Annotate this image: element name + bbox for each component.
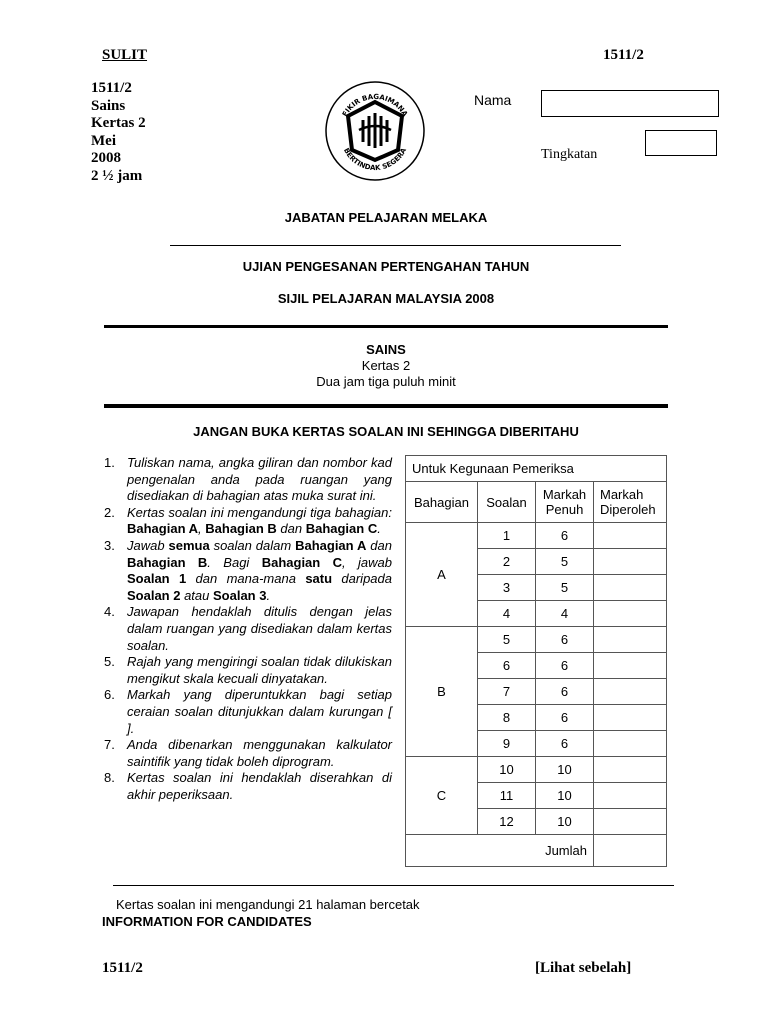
obtained-marks-cell[interactable] [594,653,667,679]
divider-thick [104,325,668,328]
table-row [406,627,667,653]
instruction-number: 7. [104,737,115,753]
instruction-text: Jawapan hendaklah ditulis dengan jelas dalam ruangan yang disediakan dalam kertas soalan. [127,604,392,653]
paper-number: Kertas 2 [361,358,411,373]
instruction-text: Kertas soalan ini mengandungi tiga bahagian: Bahagian A, Bahagian B dan Bahagian C. [127,504,392,537]
question-number: 6 [478,653,536,679]
exam-duration: Dua jam tiga puluh minit [316,374,456,389]
form-level-label: Tingkatan [541,147,598,162]
form-level-field[interactable] [645,130,717,156]
paper-code-bottom: 1511/2 [102,960,143,976]
full-marks: 10 [536,757,594,783]
question-number: 3 [478,575,536,601]
logo-top-text: FIKIR BAGAIMANA [340,92,410,119]
full-marks: 6 [536,627,594,653]
full-marks: 6 [536,523,594,549]
info-subject: Sains [91,97,126,114]
obtained-marks-cell[interactable] [594,809,667,835]
full-marks: 5 [536,549,594,575]
instruction-number: 6. [104,687,115,703]
header-section: Bahagian [406,482,478,523]
total-label: Jumlah [406,835,594,867]
question-number: 9 [478,731,536,757]
info-year: 2008 [91,150,121,167]
instruction-item [104,654,392,687]
full-marks: 6 [536,679,594,705]
info-candidates-heading: INFORMATION FOR CANDIDATES [102,914,312,929]
department-title: JABATAN PELAJARAN MELAKA [284,210,488,225]
obtained-marks-cell[interactable] [594,601,667,627]
full-marks: 10 [536,783,594,809]
divider-thin [113,885,674,886]
table-row [406,523,667,549]
instruction-item [104,455,392,505]
question-number: 7 [478,679,536,705]
obtained-marks-cell[interactable] [594,783,667,809]
table-row [406,757,667,783]
page-count-note: Kertas soalan ini mengandungi 21 halaman bercetak [116,897,420,912]
school-crest-logo [323,80,427,182]
instruction-text: Anda dibenarkan menggunakan kalkulator saintifik yang tidak boleh diprogram. [127,737,392,769]
instruction-text: Jawab semua soalan dalam Bahagian A dan Bahagian B. Bagi Bahagian C, jawab Soalan 1 dan mana-mana satu daripada Soalan 2 atau Soalan 3. [127,537,392,603]
obtained-marks-cell[interactable] [594,705,667,731]
instruction-number: 3. [104,537,115,553]
classification-label: SULIT [102,47,148,63]
instruction-text: Kertas soalan ini hendaklah diserahkan di akhir peperiksaan. [127,770,392,802]
divider-thin [170,245,621,246]
header-full-marks: Markah Penuh [536,482,594,523]
instruction-item [104,737,392,770]
instruction-item [104,538,392,604]
instruction-number: 4. [104,604,115,620]
turn-over-note: [Lihat sebelah] [535,960,632,976]
header-question: Soalan [478,482,536,523]
full-marks: 6 [536,731,594,757]
instruction-item [104,505,392,538]
full-marks: 5 [536,575,594,601]
total-row [406,835,667,867]
instruction-text: Rajah yang mengiringi soalan tidak dilukiskan mengikut skala kecuali dinyatakan. [127,654,392,686]
info-code: 1511/2 [91,80,132,96]
full-marks: 10 [536,809,594,835]
info-duration: 2 ½ jam [91,167,143,184]
question-number: 11 [478,783,536,809]
instruction-text: Markah yang diperuntukkan bagi setiap ceraian soalan ditunjukkan dalam kurungan [ ]. [127,687,392,736]
instruction-number: 1. [104,455,115,470]
full-marks: 4 [536,601,594,627]
section-label: C [406,757,478,835]
obtained-marks-cell[interactable] [594,549,667,575]
info-paper: Kertas 2 [91,115,146,132]
obtained-marks-cell[interactable] [594,523,667,549]
question-number: 8 [478,705,536,731]
obtained-marks-cell[interactable] [594,627,667,653]
name-label: Nama [474,92,512,108]
info-month: Mei [91,132,116,149]
paper-info-block [91,80,146,186]
total-cell[interactable] [594,835,667,867]
obtained-marks-cell[interactable] [594,731,667,757]
question-number: 4 [478,601,536,627]
exam-title: UJIAN PENGESANAN PERTENGAHAN TAHUN [242,259,530,274]
section-label: B [406,627,478,757]
question-number: 1 [478,523,536,549]
logo-bottom-text: BERTINDAK SEGERA [341,146,409,173]
examiner-table [405,455,667,867]
subject-title: SAINS [366,342,406,357]
instruction-list [104,455,392,803]
instruction-number: 2. [104,504,115,520]
paper-code-top: 1511/2 [603,47,644,63]
full-marks: 6 [536,705,594,731]
instruction-item [104,604,392,654]
instruction-number: 5. [104,654,115,670]
question-number: 5 [478,627,536,653]
header-obtained-marks: Markah Diperoleh [594,482,667,523]
obtained-marks-cell[interactable] [594,757,667,783]
divider-thick [104,404,668,408]
instruction-item [104,687,392,737]
table-title: Untuk Kegunaan Pemeriksa [406,456,667,482]
certificate-title: SIJIL PELAJARAN MALAYSIA 2008 [277,291,495,306]
full-marks: 6 [536,653,594,679]
obtained-marks-cell[interactable] [594,679,667,705]
instruction-item [104,770,392,803]
warning-heading: JANGAN BUKA KERTAS SOALAN INI SEHINGGA DIBERITAHU [193,424,579,439]
section-label: A [406,523,478,627]
question-number: 12 [478,809,536,835]
question-number: 2 [478,549,536,575]
instruction-number: 8. [104,770,115,786]
instruction-text: Tuliskan nama, angka giliran dan nombor kad pengenalan anda pada ruangan yang disediakan di bahagian atas muka surat ini. [127,455,392,504]
obtained-marks-cell[interactable] [594,575,667,601]
question-number: 10 [478,757,536,783]
name-field[interactable] [541,90,719,117]
